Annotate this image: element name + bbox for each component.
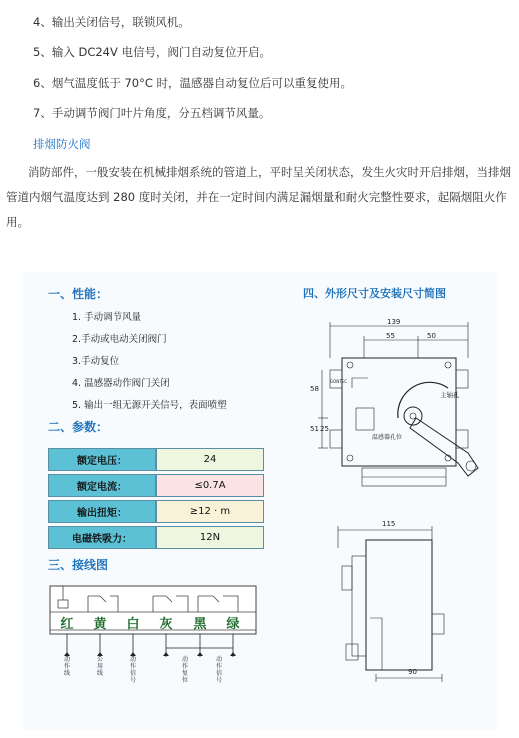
- dim-55: 55: [386, 332, 395, 340]
- params-heading: 二、参数：: [48, 420, 109, 434]
- param-value: ≤0.7A: [156, 474, 264, 497]
- dim-58: 58: [310, 385, 319, 393]
- dim-50: 50: [427, 332, 436, 340]
- feature-2: 2.手动或电动关闭阀门: [72, 334, 167, 345]
- dimension-drawing: [318, 318, 493, 718]
- feature-4: 4. 温感器动作阀门关闭: [72, 378, 170, 389]
- wiring-diagram: [48, 582, 260, 692]
- param-label: 输出扭矩：: [48, 500, 156, 523]
- label-shaft-hole: 主轴孔: [440, 391, 460, 399]
- wire-label: 动作信号: [215, 656, 222, 684]
- wire-yellow: 黄: [93, 617, 107, 632]
- param-row: [48, 474, 264, 497]
- param-label: 额定电压：: [48, 448, 156, 471]
- label-sensor-hole: 温感器孔位: [372, 434, 403, 441]
- param-row: [48, 526, 264, 549]
- feature-5: 5. 输出一组无源开关信号，表面喷塑: [72, 400, 227, 411]
- description-paragraph: 消防部件，一般安装在机械排烟系统的管道上，平时呈关闭状态，发生火灾时开启排烟，当排烟管道内烟气温度达到 280 度时关闭，并在一定时间内满足漏烟量和耐火完整性要求，起隔烟阻火作用。: [6, 165, 511, 229]
- wire-label: 公用线: [96, 656, 103, 677]
- list-item-6: 6、烟气温度低于 70°C 时，温感器自动复位后可以重复使用。: [33, 76, 353, 90]
- wire-white: 白: [126, 617, 140, 632]
- wiring-heading: 三、接线图: [48, 558, 109, 572]
- drawing-heading: 四、外形尺寸及安装尺寸简图: [303, 287, 446, 300]
- feature-1: 1. 手动调节风量: [72, 312, 142, 323]
- dim-90: 90: [408, 668, 417, 676]
- param-value: 12N: [156, 526, 264, 549]
- param-value: ≥12 · m: [156, 500, 264, 523]
- param-label: 额定电流：: [48, 474, 156, 497]
- list-item-4: 4、输出关闭信号，联锁风机。: [33, 15, 190, 29]
- dim-139: 139: [387, 318, 401, 326]
- performance-heading: 一、性能：: [48, 287, 109, 301]
- wire-label: 动作信号: [129, 656, 136, 684]
- params-table: [48, 445, 264, 552]
- param-row: [48, 500, 264, 523]
- svg-text:GONTEC: GONTEC: [330, 379, 348, 384]
- feature-3: 3.手动复位: [72, 356, 120, 367]
- wire-label: 动作复位: [181, 656, 188, 684]
- list-item-5: 5、输入 DC24V 电信号，阀门自动复位开启。: [33, 45, 272, 59]
- dim-115: 115: [382, 520, 396, 528]
- dim-51: 51: [310, 425, 319, 433]
- section-title: 排烟防火阀: [33, 137, 91, 151]
- dim-25: 25: [320, 425, 329, 433]
- list-item-7: 7、手动调节阀门叶片角度，分五档调节风量。: [33, 106, 271, 120]
- param-value: 24: [156, 448, 264, 471]
- param-row: [48, 448, 264, 471]
- wire-green: 绿: [226, 617, 240, 632]
- wire-label: 动作线: [63, 656, 70, 677]
- wire-red: 红: [60, 617, 74, 632]
- wire-black: 黑: [193, 617, 207, 632]
- param-label: 电磁铁吸力：: [48, 526, 156, 549]
- wire-gray: 灰: [159, 617, 173, 632]
